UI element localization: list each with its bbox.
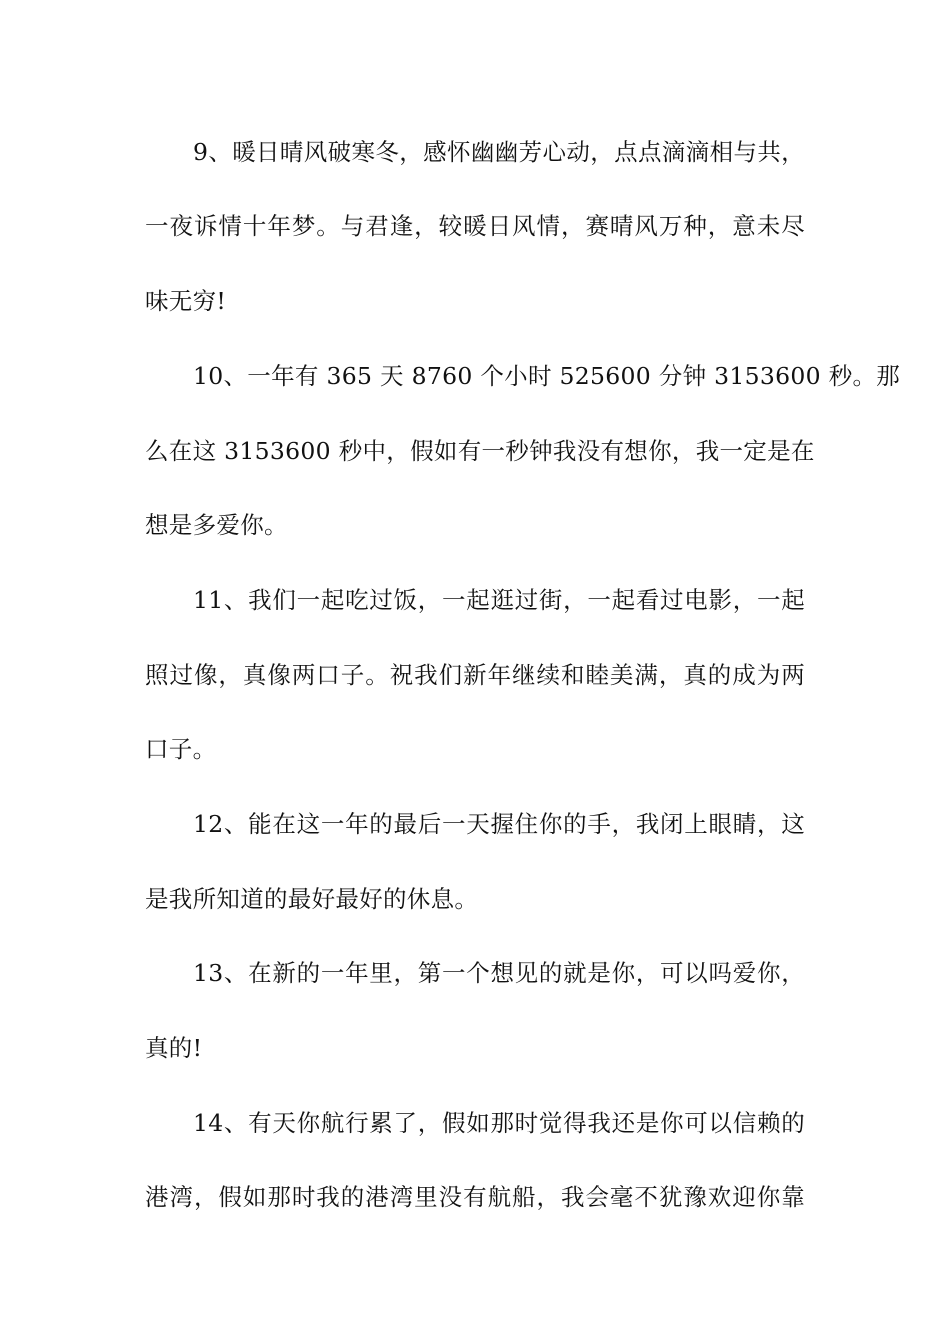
text-line: 想是多爱你。 bbox=[145, 511, 288, 539]
text-line: 14、有天你航行累了，假如那时觉得我还是你可以信赖的 bbox=[193, 1109, 805, 1137]
text-line: 13、在新的一年里，第一个想见的就是你，可以吗爱你， bbox=[193, 959, 805, 987]
text-line: 9、暖日晴风破寒冬，感怀幽幽芳心动，点点滴滴相与共， bbox=[193, 138, 805, 166]
text-line: 味无穷! bbox=[145, 287, 227, 315]
text-line: 么在这 3153600 秒中，假如有一秒钟我没有想你，我一定是在 bbox=[145, 437, 815, 465]
text-line: 11、我们一起吃过饭，一起逛过街，一起看过电影，一起 bbox=[193, 586, 805, 614]
text-line: 12、能在这一年的最后一天握住你的手，我闭上眼睛，这 bbox=[193, 810, 805, 838]
text-line: 口子。 bbox=[145, 735, 217, 763]
text-line: 是我所知道的最好最好的休息。 bbox=[145, 885, 479, 913]
text-line: 港湾，假如那时我的港湾里没有航船，我会毫不犹豫欢迎你靠 bbox=[145, 1183, 805, 1211]
text-line: 真的! bbox=[145, 1034, 203, 1062]
text-line: 一夜诉情十年梦。与君逢，较暖日风情，赛晴风万种，意未尽 bbox=[145, 212, 805, 240]
text-line: 照过像，真像两口子。祝我们新年继续和睦美满，真的成为两 bbox=[145, 661, 805, 689]
text-line: 10、一年有 365 天 8760 个小时 525600 分钟 3153600 秒。那 bbox=[193, 362, 901, 390]
